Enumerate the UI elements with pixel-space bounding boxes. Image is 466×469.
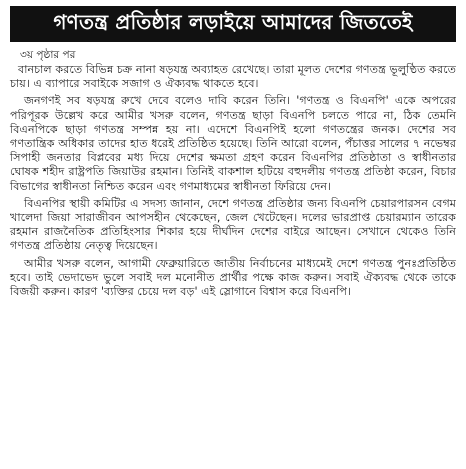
headline: গণতন্ত্র প্রতিষ্ঠার লড়াইয়ে আমাদের জিততেই: [53, 9, 413, 34]
headline-banner: [10, 6, 456, 42]
article-paragraph-3: বিএনপির স্থায়ী কমিটির এ সদস্য জানান, দেশে গণতন্ত্র প্রতিষ্ঠার জন্য বিএনপি চেয়ারপারসন বেগম খালেদা জিয়া সারাজীবন আপসহীন থেকেছেন, জেল খেটেছেন। দলের ভারপ্রাপ্ত চেয়ারম্যান তারেক রহমান রাজনৈতিক প্রতিহিংসার শিকার হয়ে দীর্ঘদিন দেশের বাইরে আছেন। সেখানে থেকেও তিনি গণতন্ত্র প্রতিষ্ঠায় নেতৃত্ব দিয়েছেন।: [10, 196, 456, 253]
article-paragraph-2: জনগণই সব ষড়যন্ত্র রুখে দেবে বলেও দাবি করেন তিনি। 'গণতন্ত্র ও বিএনপি' একে অপরের পরিপূরক উল্লেখ করে আমীর খসরু বলেন, গণতন্ত্র ছাড়া বিএনপি চলতে পারে না, ঠিক তেমনি বিএনপিকে ছাড়া গণতন্ত্র সম্পন্ন হয় না। এদেশে বিএনপিই হলো গণতন্ত্রের জনক। দেশের সব গণতান্ত্রিক অধিকার তাদের হাত ধরেই প্রতিষ্ঠিত হয়েছে। তিনি আরো বলেন, পঁচাত্তর সালের ৭ নভেম্বর সিপাহী জনতার বিপ্লবের মধ্য দিয়ে দেশের ক্ষমতা গ্রহণ করেন বিএনপির প্রতিষ্ঠাতা ও স্বাধীনতার ঘোষক শহীদ রাষ্ট্রপতি জিয়াউর রহমান। তিনিই বাকশাল হটিয়ে বহুদলীয় গণতন্ত্র প্রতিষ্ঠা করেন, বিচার বিভাগের স্বাধীনতা নিশ্চিত করেন এবং গণমাধ্যমের স্বাধীনতা ফিরিয়ে দেন।: [10, 94, 456, 193]
article-paragraph-1: বানচাল করতে বিভিন্ন চক্র নানা ষড়যন্ত্র অব্যাহত রেখেছে। তারা মূলত দেশের গণতন্ত্র ভূলুণ্ঠিত করতে চায়। এ ব্যাপারে সবাইকে সজাগ ও ঐক্যবদ্ধ থাকতে হবে।: [10, 63, 456, 91]
article-paragraph-4: আমীর খসরু বলেন, আগামী ফেব্রুয়ারিতে জাতীয় নির্বাচনের মাধ্যমেই দেশে গণতন্ত্র পুনঃপ্রতিষ্ঠিত হবে। তাই ভেদাভেদ ভুলে সবাই দল মনোনীত প্রার্থীর পক্ষে কাজ করুন। সবাই ঐক্যবদ্ধ থেকে তাকে বিজয়ী করুন। কারণ 'ব্যক্তির চেয়ে দল বড়' এই স্লোগানে বিশ্বাস করে বিএনপি।: [10, 256, 456, 299]
continued-from-label: ৩য় পৃষ্ঠার পর: [20, 49, 76, 61]
